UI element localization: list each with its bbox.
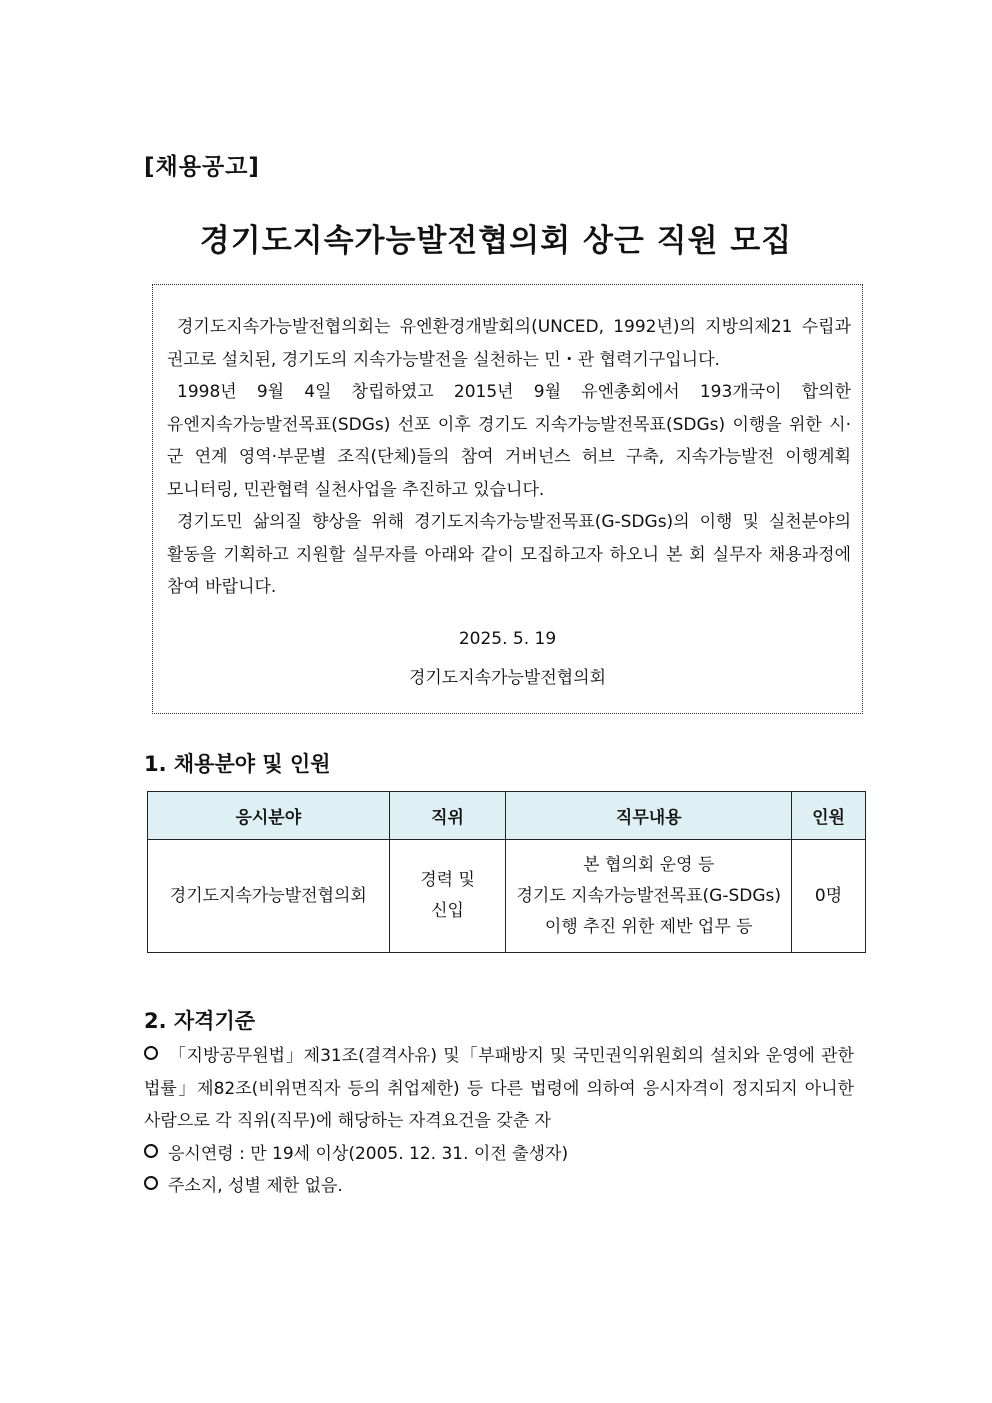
organization-name: 경기도지속가능발전협의회 [408, 668, 607, 688]
qualification-text-1: 「지방공무원법」제31조(결격사유) 및「부패방지 및 국민권익위원회의 설치와 운영에 관한 법률」제82조(비위면직자 등의 취업제한) 등 다른 법령에 의하여 응시자격이 정지되지 아니한 사람으로 각 직위(직무)에 해당하는 자격요건을 갖춘 자 [144, 1046, 854, 1131]
circle-bullet-icon [144, 1144, 158, 1158]
intro-paragraph-2: 1998년 9월 4일 창립하였고 2015년 9월 유엔총회에서 193개국이 합의한 유엔지속가능발전목표(SDGs) 선포 이후 경기도 지속가능발전목표(SDGs) 이행을 위한 시·군 연계 영역·부문별 조직(단체)들의 참여 거버넌스 허브 구축, 지속가능발전 이행계획 모니터링, 민관협력 실천사업을 추진하고 있습니다. [167, 382, 851, 500]
cell-position [389, 840, 506, 953]
column-header-field: 응시분야 [148, 792, 390, 840]
recruitment-table [147, 791, 866, 953]
intro-paragraph-1: 경기도지속가능발전협의회는 유엔환경개발회의(UNCED, 1992년)의 지방의제21 수립과 권고로 설치된, 경기도의 지속가능발전을 실천하는 민・관 협력기구입니다. [167, 317, 851, 370]
qualification-list [144, 1040, 854, 1203]
qualification-text-3: 주소지, 성별 제한 없음. [168, 1176, 343, 1196]
table-row [148, 840, 866, 953]
duties-line-2: 경기도 지속가능발전목표(G-SDGs) [516, 885, 782, 906]
notice-date: 2025. 5. 19 [458, 629, 557, 649]
column-header-headcount: 인원 [792, 792, 866, 840]
qualification-text-2: 응시연령 : 만 19세 이상(2005. 12. 31. 이전 출생자) [168, 1143, 569, 1164]
cell-headcount: 0명 [792, 840, 866, 953]
position-line-2: 신입 [431, 901, 464, 921]
page-title: 경기도지속가능발전협의회 상근 직원 모집 [199, 223, 793, 259]
column-header-position: 직위 [389, 792, 506, 840]
cell-field: 경기도지속가능발전협의회 [148, 840, 390, 953]
table-header-row [148, 792, 866, 840]
section1-heading: 1. 채용분야 및 인원 [144, 752, 331, 776]
position-line-1: 경력 및 [420, 870, 475, 890]
section2-heading: 2. 자격기준 [144, 1009, 256, 1033]
list-item [144, 1138, 854, 1171]
list-item [144, 1170, 854, 1203]
circle-bullet-icon [144, 1176, 158, 1190]
duties-line-3: 이행 추진 위한 제반 업무 등 [544, 916, 753, 937]
cell-duties [506, 840, 792, 953]
list-item [144, 1040, 854, 1138]
notice-tag: [채용공고] [144, 154, 260, 180]
circle-bullet-icon [144, 1046, 158, 1060]
intro-text [167, 311, 851, 604]
duties-line-1: 본 협의회 운영 등 [583, 854, 715, 875]
column-header-duties: 직무내용 [506, 792, 792, 840]
intro-box [152, 284, 863, 714]
intro-paragraph-3: 경기도민 삶의질 향상을 위해 경기도지속가능발전목표(G-SDGs)의 이행 및 실천분야의 활동을 기획하고 지원할 실무자를 아래와 같이 모집하고자 하오니 본 회 실무자 채용과정에 참여 바랍니다. [167, 512, 851, 597]
